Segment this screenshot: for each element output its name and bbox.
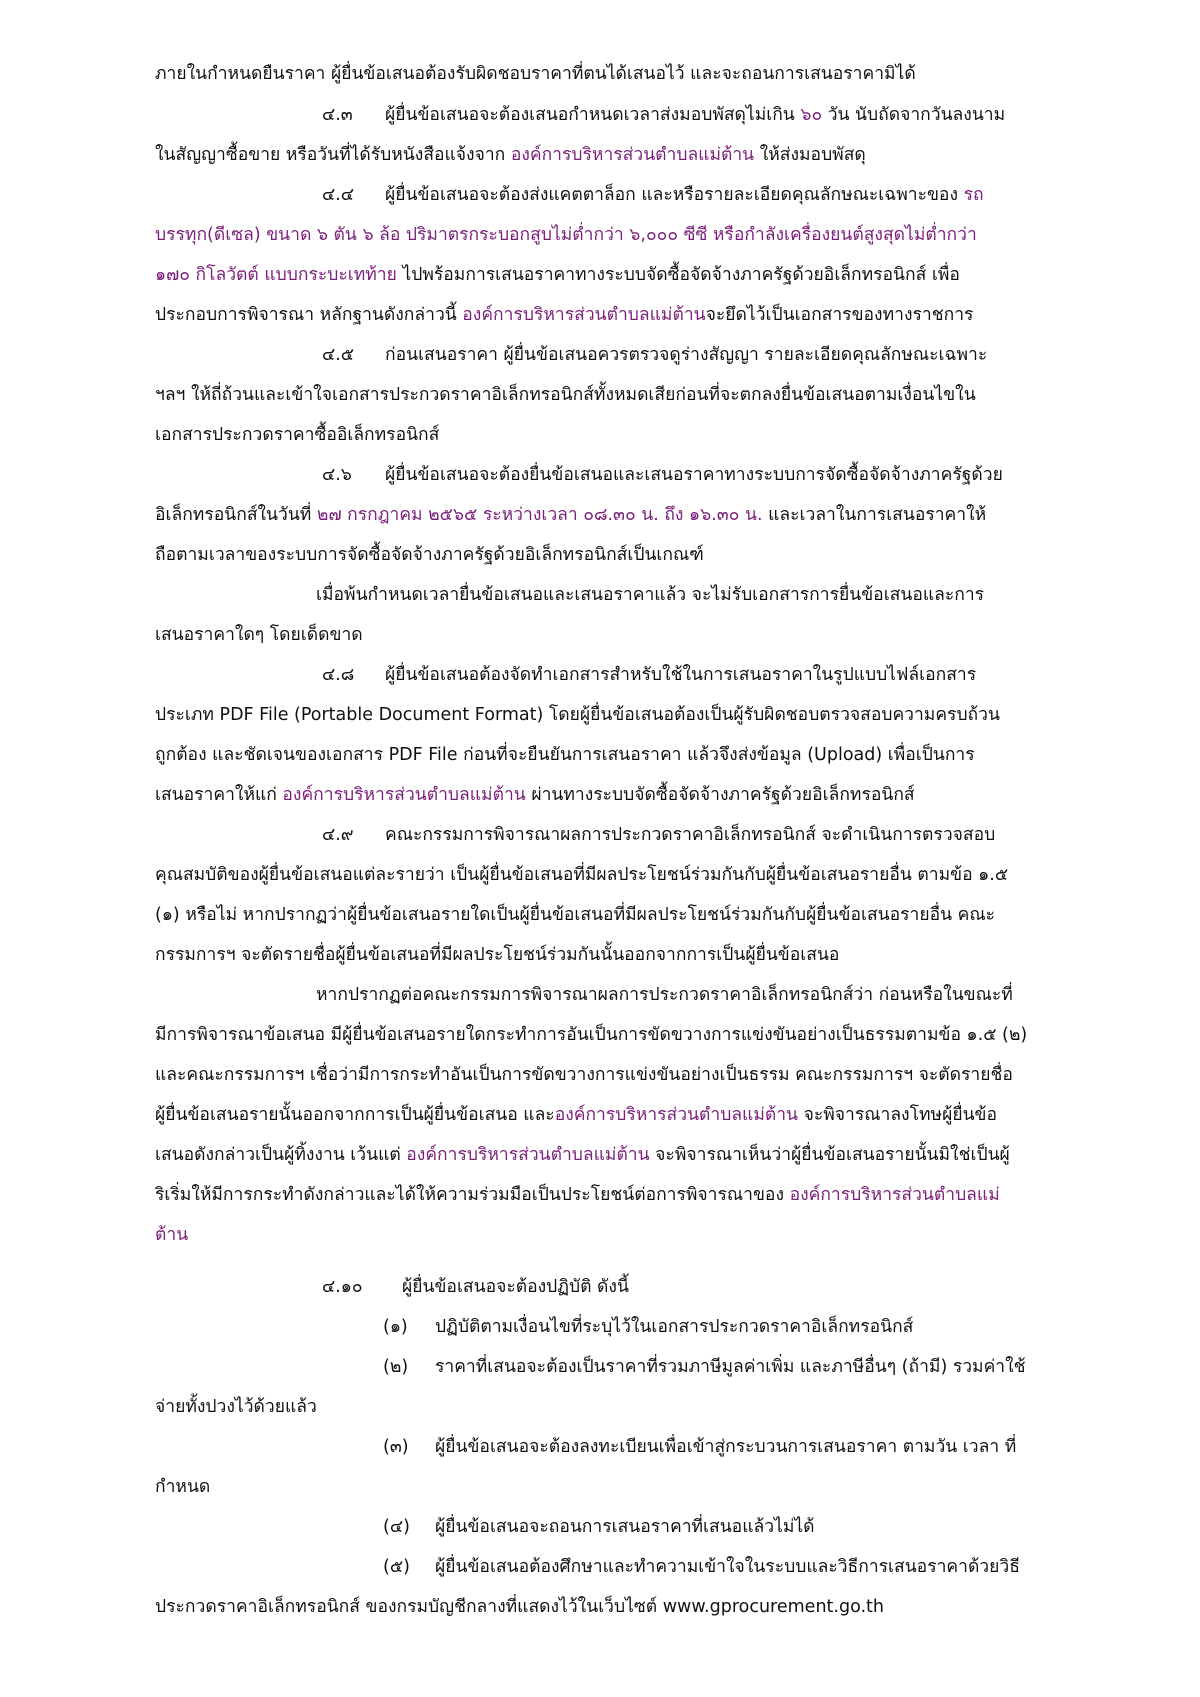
- sub-item-1: [383, 1315, 913, 1339]
- line-text: ผู้ยื่นข้อเสนอต้องศึกษาและทำความเข้าใจในระบบและวิธีการเสนอราคาด้วยวิธี: [435, 1557, 1020, 1577]
- clause-number: ๔.๘: [322, 665, 355, 685]
- org-name: องค์การบริหารส่วนตำบลแม่: [789, 1185, 1000, 1205]
- text-line: [155, 1103, 997, 1127]
- line-text: ถูกต้อง และชัดเจนของเอกสาร PDF File ก่อนที่จะยืนยันการเสนอราคา แล้วจึงส่งข้อมูล (Upload) เพื่อเป็นการ: [155, 745, 975, 765]
- line-text: ไปพร้อมการเสนอราคาทางระบบจัดซื้อจัดจ้างภาครัฐด้วยอิเล็กทรอนิกส์ เพื่อ: [396, 265, 960, 285]
- clause-number: ๔.๔: [322, 185, 355, 205]
- line-text: ผู้ยื่นข้อเสนอต้องจัดทำเอกสารสำหรับใช้ในการเสนอราคาในรูปแบบไฟล์เอกสาร: [385, 665, 977, 685]
- line-text: ในสัญญาซื้อขาย หรือวันที่ได้รับหนังสือแจ้งจาก: [155, 145, 511, 165]
- line-text: จะพิจารณาเห็นว่าผู้ยื่นข้อเสนอรายนั้นมิใช่เป็นผู้: [649, 1145, 1010, 1165]
- org-name: องค์การบริหารส่วนตำบลแม่ต้าน: [462, 305, 706, 325]
- sub-item-number: (๔): [383, 1517, 410, 1537]
- text-line: [155, 943, 839, 967]
- clause-number: ๔.๑๐: [322, 1277, 363, 1297]
- line-text: (๑) หรือไม่ หากปรากฏว่าผู้ยื่นข้อเสนอรายใดเป็นผู้ยื่นข้อเสนอที่มีผลประโยชน์ร่วมกันกับผู้ยื่นข้อเสนอรายอื่น คณะ: [155, 905, 995, 925]
- org-name: องค์การบริหารส่วนตำบลแม่ต้าน: [282, 785, 526, 805]
- submission-date-time: ๒๗ กรกฎาคม ๒๕๖๕ ระหว่างเวลา ๐๘.๓๐ น. ถึง ๑๖.๓๐ น.: [316, 505, 763, 525]
- text-line: [155, 1063, 1013, 1087]
- text-line: [155, 783, 915, 807]
- line-text: หากปรากฏต่อคณะกรรมการพิจารณาผลการประกวดราคาอิเล็กทรอนิกส์ว่า ก่อนหรือในขณะที่: [316, 985, 1013, 1005]
- text-line: [155, 743, 975, 767]
- text-line: [155, 1023, 1027, 1047]
- line-text: และคณะกรรมการฯ เชื่อว่ามีการกระทำอันเป็นการขัดขวางการแข่งขันอย่างเป็นธรรม คณะกรรมการฯ จะตัดรายชื่อ: [155, 1065, 1013, 1085]
- line-text: จะพิจารณาลงโทษผู้ยื่นข้อ: [798, 1105, 998, 1125]
- line-text: เมื่อพ้นกำหนดเวลายื่นข้อเสนอและเสนอราคาแล้ว จะไม่รับเอกสารการยื่นข้อเสนอและการ: [316, 585, 985, 605]
- line-text: ผ่านทางระบบจัดซื้อจัดจ้างภาครัฐด้วยอิเล็กทรอนิกส์: [525, 785, 915, 805]
- text-line: [155, 383, 976, 407]
- line-text: ราคาที่เสนอจะต้องเป็นราคาที่รวมภาษีมูลค่าเพิ่ม และภาษีอื่นๆ (ถ้ามี) รวมค่าใช้: [435, 1357, 1026, 1377]
- line-text: ประกอบการพิจารณา หลักฐานดังกล่าวนี้: [155, 305, 463, 325]
- line-text: ประเภท PDF File (Portable Document Format) โดยผู้ยื่นข้อเสนอต้องเป็นผู้รับผิดชอบตรวจสอบความครบถ้วน: [155, 705, 1000, 725]
- sub-item-number: (๕): [383, 1557, 410, 1577]
- line-text: คณะกรรมการพิจารณาผลการประกวดราคาอิเล็กทรอนิกส์ จะดำเนินการตรวจสอบ: [385, 825, 996, 845]
- text-line: [155, 903, 995, 927]
- sub-item-3: [383, 1435, 1016, 1459]
- text-line: [155, 623, 363, 647]
- line-text: ผู้ยื่นข้อเสนอจะถอนการเสนอราคาที่เสนอแล้วไม่ได้: [435, 1517, 815, 1537]
- line-text: เอกสารประกวดราคาซื้ออิเล็กทรอนิกส์: [155, 425, 440, 445]
- text-line: [155, 263, 960, 287]
- line-text: ปฏิบัติตามเงื่อนไขที่ระบุไว้ในเอกสารประกวดราคาอิเล็กทรอนิกส์: [435, 1317, 914, 1337]
- line-text: ผู้ยื่นข้อเสนอจะต้องยื่นข้อเสนอและเสนอราคาทางระบบการจัดซื้อจัดจ้างภาครัฐด้วย: [385, 465, 1003, 485]
- line-text: ผู้ยื่นข้อเสนอรายนั้นออกจากการเป็นผู้ยื่นข้อเสนอ และ: [155, 1105, 555, 1125]
- line-text: ผู้ยื่นข้อเสนอจะต้องส่งแคตตาล็อก และหรือรายละเอียดคุณลักษณะเฉพาะของ: [385, 185, 964, 205]
- clause-4-5: [322, 343, 987, 367]
- line-text: มีการพิจารณาข้อเสนอ มีผู้ยื่นข้อเสนอรายใดกระทำการอันเป็นการขัดขวางการแข่งขันอย่างเป็นธรรมตามข้อ ๑.๕ (๒): [155, 1025, 1028, 1045]
- text-line: [155, 1183, 1000, 1207]
- line-text: เสนอราคาให้แก่: [155, 785, 283, 805]
- text-line: [155, 1223, 188, 1247]
- clause-number: ๔.๙: [322, 825, 354, 845]
- org-name: องค์การบริหารส่วนตำบลแม่ต้าน: [510, 145, 755, 165]
- line-text: กรรมการฯ จะตัดรายชื่อผู้ยื่นข้อเสนอที่มีผลประโยชน์ร่วมกันนั้นออกจากการเป็นผู้ยื่นข้อเสนอ: [155, 945, 840, 965]
- text-line: [155, 1595, 884, 1619]
- clause-number: ๔.๕: [322, 345, 355, 365]
- text-line: [155, 703, 1000, 727]
- text-line: [155, 143, 866, 167]
- item-description-line: [155, 223, 977, 247]
- line-text: จะยึดไว้เป็นเอกสารของทางราชการ: [705, 305, 974, 325]
- line-text: ผู้ยื่นข้อเสนอจะต้องลงทะเบียนเพื่อเข้าสู่กระบวนการเสนอราคา ตามวัน เวลา ที่: [435, 1437, 1017, 1457]
- sub-item-5: [383, 1555, 1020, 1579]
- clause-4-6: [322, 463, 1003, 487]
- clause-number: ๔.๓: [322, 105, 353, 125]
- line-text: วัน นับถัดจากวันลงนาม: [822, 105, 1006, 125]
- delivery-days: ๖๐: [800, 105, 823, 125]
- line-text: ถือตามเวลาของระบบการจัดซื้อจัดจ้างภาครัฐด้วยอิเล็กทรอนิกส์เป็นเกณฑ์: [155, 545, 704, 565]
- text-line: [155, 1143, 1010, 1167]
- line-text: ภายในกำหนดยืนราคา ผู้ยื่นข้อเสนอต้องรับผิดชอบราคาที่ตนได้เสนอไว้ และจะถอนการเสนอราคามิได้: [155, 64, 916, 84]
- sub-item-number: (๑): [383, 1317, 408, 1337]
- clause-number: ๔.๖: [322, 465, 352, 485]
- org-name: องค์การบริหารส่วนตำบลแม่ต้าน: [554, 1105, 799, 1125]
- line-text: ผู้ยื่นข้อเสนอจะต้องเสนอกำหนดเวลาส่งมอบพัสดุไม่เกิน: [385, 105, 801, 125]
- line-text: ผู้ยื่นข้อเสนอจะต้องปฏิบัติ ดังนี้: [402, 1277, 629, 1297]
- clause-4-4: [322, 183, 984, 207]
- line-text: เสนอราคาใดๆ โดยเด็ดขาด: [155, 625, 363, 645]
- clause-4-10: [322, 1275, 629, 1299]
- org-name: องค์การบริหารส่วนตำบลแม่ต้าน: [406, 1145, 650, 1165]
- text-line: [316, 983, 1013, 1007]
- line-text: เสนอดังกล่าวเป็นผู้ทิ้งงาน เว้นแต่: [155, 1145, 407, 1165]
- line-text: ฯลฯ ให้ถี่ถ้วนและเข้าใจเอกสารประกวดราคาอิเล็กทรอนิกส์ทั้งหมดเสียก่อนที่จะตกลงยื่นข้อเสนอตามเงื่อนไขใน: [155, 385, 976, 405]
- item-description: บรรทุก(ดีเซล) ขนาด ๖ ตัน ๖ ล้อ ปริมาตรกระบอกสูบไม่ต่ำกว่า ๖,๐๐๐ ซีซี หรือกำลังเครื่องยนต์สูงสุดไม่ต่ำกว่า: [155, 225, 977, 245]
- line-text: ริเริ่มให้มีการกระทำดังกล่าวและได้ให้ความร่วมมือเป็นประโยชน์ต่อการพิจารณาของ: [155, 1185, 790, 1205]
- line-text: ประกวดราคาอิเล็กทรอนิกส์ ของกรมบัญชีกลางที่แสดงไว้ในเว็บไซต์ www.gprocurement.go.th: [155, 1597, 884, 1617]
- org-name: ต้าน: [155, 1225, 189, 1245]
- text-line: [155, 303, 973, 327]
- text-line: [155, 62, 916, 86]
- text-line: [155, 1475, 210, 1499]
- line-text: ให้ส่งมอบพัสดุ: [754, 145, 866, 165]
- clause-4-9: [322, 823, 995, 847]
- text-line: [155, 423, 439, 447]
- line-text: ก่อนเสนอราคา ผู้ยื่นข้อเสนอควรตรวจดูร่างสัญญา รายละเอียดคุณลักษณะเฉพาะ: [385, 345, 988, 365]
- text-line: [155, 863, 1008, 887]
- clause-4-8: [322, 663, 976, 687]
- sub-item-number: (๒): [383, 1357, 409, 1377]
- item-description: ๑๗๐ กิโลวัตต์ แบบกระบะเทท้าย: [155, 265, 397, 285]
- text-line: [155, 1395, 317, 1419]
- line-text: และเวลาในการเสนอราคาให้: [762, 505, 987, 525]
- sub-item-2: [383, 1355, 1026, 1379]
- clause-4-3: [322, 103, 1005, 127]
- line-text: จ่ายทั้งปวงไว้ด้วยแล้ว: [155, 1397, 317, 1417]
- item-description: รถ: [963, 185, 984, 205]
- line-text: กำหนด: [155, 1477, 211, 1497]
- line-text: คุณสมบัติของผู้ยื่นข้อเสนอแต่ละรายว่า เป็นผู้ยื่นข้อเสนอที่มีผลประโยชน์ร่วมกันกับผู้ยื่นข้อเสนอรายอื่น ตามข้อ ๑.๕: [155, 865, 1009, 885]
- sub-item-number: (๓): [383, 1437, 409, 1457]
- line-text: อิเล็กทรอนิกส์ในวันที่: [155, 505, 317, 525]
- text-line: [316, 583, 984, 607]
- text-line: [155, 503, 986, 527]
- sub-item-4: [383, 1515, 815, 1539]
- text-line: [155, 543, 704, 567]
